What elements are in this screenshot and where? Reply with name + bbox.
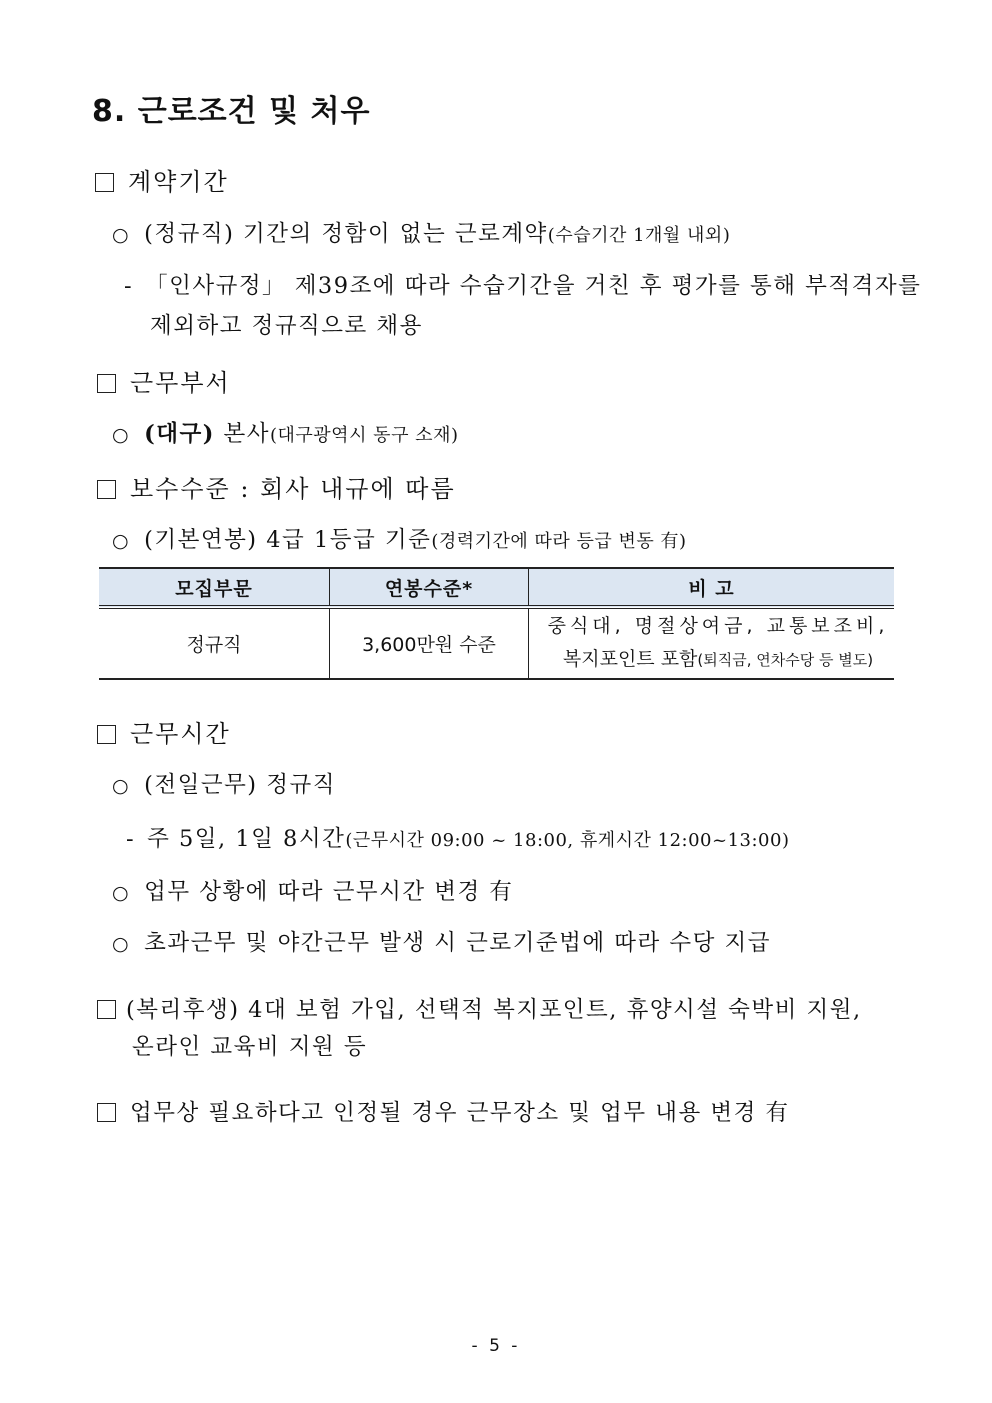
checkbox-square-icon	[97, 1000, 116, 1019]
hours-heading: 근무시간	[97, 714, 231, 749]
welfare-line1: (복리후생) 4대 보험 가입, 선택적 복지포인트, 휴양시설 숙박비 지원,	[97, 992, 862, 1024]
change-notice: 업무상 필요하다고 인정될 경우 근무장소 및 업무 내용 변경 有	[97, 1095, 790, 1127]
checkbox-square-icon	[97, 1103, 116, 1122]
hours-dash: - 주 5일, 1일 8시간(근무시간 09:00 ~ 18:00, 휴게시간 12:00~13:00)	[126, 826, 790, 852]
table-header-row	[99, 568, 894, 607]
page-number: - 5 -	[471, 1336, 521, 1356]
contract-bullet: ○ (정규직) 기간의 정함이 없는 근로계약(수습기간 1개월 내외)	[112, 221, 731, 247]
dept-bullet: ○ (대구) 본사(대구광역시 동구 소재)	[112, 421, 459, 447]
circle-bullet-icon: ○	[112, 224, 131, 246]
section-title: 8. 근로조건 및 처우	[92, 94, 371, 129]
table-header-cell: 비 고	[529, 568, 895, 607]
circle-bullet-icon: ○	[112, 933, 131, 955]
circle-bullet-icon: ○	[112, 775, 131, 797]
hours-bullet2: ○ 업무 상황에 따라 근무시간 변경 有	[112, 879, 514, 905]
dept-heading: 근무부서	[97, 363, 231, 398]
hours-bullet1: ○ (전일근무) 정규직	[112, 772, 336, 798]
checkbox-square-icon	[97, 725, 116, 744]
welfare-line2: 온라인 교육비 지원 등	[132, 1034, 368, 1060]
pay-bullet: ○ (기본연봉) 4급 1등급 기준(경력기간에 따라 등급 변동 有)	[112, 527, 687, 553]
table-row	[99, 607, 894, 679]
contract-dash-line2: 제외하고 정규직으로 채용	[150, 313, 423, 339]
hours-bullet3: ○ 초과근무 및 야간근무 발생 시 근로기준법에 따라 수당 지급	[112, 930, 771, 956]
table-header-cell: 모집부문	[99, 568, 330, 607]
contract-heading: 계약기간	[95, 162, 229, 197]
pay-heading: 보수수준 : 회사 내규에 따름	[97, 469, 456, 504]
checkbox-square-icon	[95, 173, 114, 192]
salary-table	[99, 567, 894, 680]
circle-bullet-icon: ○	[112, 424, 131, 446]
checkbox-square-icon	[97, 374, 116, 393]
table-cell-salary: 3,600만원 수준	[330, 607, 529, 679]
checkbox-square-icon	[97, 480, 116, 499]
table-cell-dept: 정규직	[99, 607, 330, 679]
circle-bullet-icon: ○	[112, 530, 131, 552]
contract-dash-line1: - 「인사규정」 제39조에 따라 수습기간을 거친 후 평가를 통해 부적격자를	[124, 273, 922, 299]
circle-bullet-icon: ○	[112, 882, 131, 904]
table-header-cell: 연봉수준*	[330, 568, 529, 607]
table-cell-note: 중식대, 명절상여금, 교통보조비, 복지포인트 포함(퇴직금, 연차수당 등 별도)	[529, 607, 895, 679]
